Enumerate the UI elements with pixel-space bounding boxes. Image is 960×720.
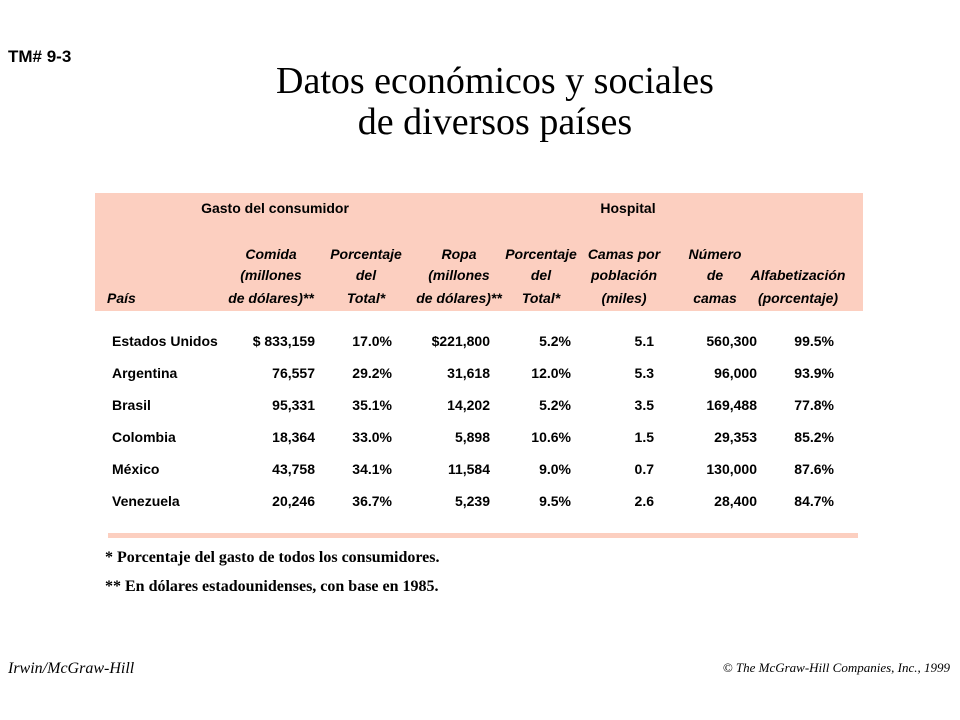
publisher-credit: Irwin/McGraw-Hill: [8, 660, 135, 677]
column-header-4-line-2: Total*: [521, 290, 561, 306]
row-5-cell-1: 20,246: [272, 493, 315, 509]
column-header-0-line-2: País: [107, 290, 136, 306]
column-header-4-line-0: Porcentaje: [505, 246, 577, 262]
group-header-consumer: Gasto del consumidor: [201, 200, 349, 216]
row-0-cell-6: 560,300: [706, 333, 757, 349]
column-header-1-line-1: (millones: [240, 267, 302, 283]
footnote-percentage: * Porcentaje del gasto de todos los consumidores.: [105, 549, 440, 566]
row-2-country: Brasil: [112, 397, 151, 413]
row-5-country: Venezuela: [112, 493, 180, 509]
row-4-cell-5: 0.7: [634, 461, 654, 477]
row-2-cell-1: 95,331: [272, 397, 315, 413]
row-0-cell-2: 17.0%: [352, 333, 392, 349]
row-3-cell-5: 1.5: [634, 429, 654, 445]
column-header-6-line-2: camas: [693, 290, 737, 306]
column-header-2-line-2: Total*: [346, 290, 386, 306]
row-0-cell-7: 99.5%: [794, 333, 834, 349]
row-1-cell-1: 76,557: [272, 365, 315, 381]
column-header-5-line-0: Camas por: [587, 246, 661, 262]
row-4-cell-1: 43,758: [272, 461, 315, 477]
row-2-cell-7: 77.8%: [794, 397, 834, 413]
column-header-6-line-0: Número: [688, 246, 742, 262]
row-5-cell-4: 9.5%: [539, 493, 571, 509]
row-2-cell-4: 5.2%: [539, 397, 571, 413]
row-3-cell-3: 5,898: [454, 429, 490, 445]
row-1-cell-7: 93.9%: [794, 365, 834, 381]
row-0-cell-1: $ 833,159: [252, 333, 315, 349]
row-1-cell-2: 29.2%: [352, 365, 392, 381]
slide-label: TM# 9-3: [8, 47, 72, 66]
column-header-7-line-1: Alfabetización: [750, 267, 846, 283]
column-header-2-line-0: Porcentaje: [330, 246, 402, 262]
row-1-cell-6: 96,000: [714, 365, 757, 381]
row-0-cell-3: $221,800: [431, 333, 490, 349]
column-header-1-line-0: Comida: [245, 246, 297, 262]
column-header-2-line-1: del: [355, 267, 377, 283]
row-4-cell-2: 34.1%: [352, 461, 392, 477]
row-1-cell-3: 31,618: [447, 365, 490, 381]
row-0-country: Estados Unidos: [112, 333, 218, 349]
row-0-cell-4: 5.2%: [539, 333, 571, 349]
row-5-cell-2: 36.7%: [352, 493, 392, 509]
row-5-cell-6: 28,400: [714, 493, 757, 509]
column-header-5-line-1: población: [590, 267, 658, 283]
copyright-notice: © The McGraw-Hill Companies, Inc., 1999: [722, 660, 950, 675]
row-1-cell-5: 5.3: [634, 365, 654, 381]
row-4-cell-6: 130,000: [706, 461, 757, 477]
row-2-cell-2: 35.1%: [352, 397, 392, 413]
row-3-cell-2: 33.0%: [352, 429, 392, 445]
row-3-cell-7: 85.2%: [794, 429, 834, 445]
row-3-country: Colombia: [112, 429, 176, 445]
footnote-dollars: ** En dólares estadounidenses, con base en 1985.: [105, 578, 439, 595]
row-1-country: Argentina: [112, 365, 178, 381]
page-title-line-2: de diversos países: [357, 101, 633, 143]
row-2-cell-5: 3.5: [634, 397, 654, 413]
column-header-3-line-1: (millones: [428, 267, 490, 283]
column-header-3-line-0: Ropa: [441, 246, 477, 262]
column-header-3-line-2: de dólares)**: [416, 290, 502, 306]
row-3-cell-4: 10.6%: [531, 429, 571, 445]
column-header-4-line-1: del: [530, 267, 552, 283]
column-header-7-line-2: (porcentaje): [757, 290, 839, 306]
row-2-cell-6: 169,488: [706, 397, 757, 413]
row-2-cell-3: 14,202: [447, 397, 490, 413]
row-3-cell-1: 18,364: [272, 429, 315, 445]
row-5-cell-3: 5,239: [454, 493, 490, 509]
row-4-country: México: [112, 461, 160, 477]
column-header-1-line-2: de dólares)**: [228, 290, 314, 306]
column-header-6-line-1: de: [706, 267, 724, 283]
row-4-cell-4: 9.0%: [539, 461, 571, 477]
group-header-hospital: Hospital: [600, 200, 656, 216]
row-1-cell-4: 12.0%: [531, 365, 571, 381]
row-5-cell-7: 84.7%: [794, 493, 834, 509]
row-0-cell-5: 5.1: [634, 333, 654, 349]
row-3-cell-6: 29,353: [714, 429, 757, 445]
row-4-cell-3: 11,584: [447, 461, 490, 477]
column-header-5-line-2: (miles): [601, 290, 647, 306]
table-bottom-rule: [108, 533, 858, 538]
row-5-cell-5: 2.6: [634, 493, 654, 509]
page-title-line-1: Datos económicos y sociales: [276, 60, 714, 102]
row-4-cell-7: 87.6%: [794, 461, 834, 477]
